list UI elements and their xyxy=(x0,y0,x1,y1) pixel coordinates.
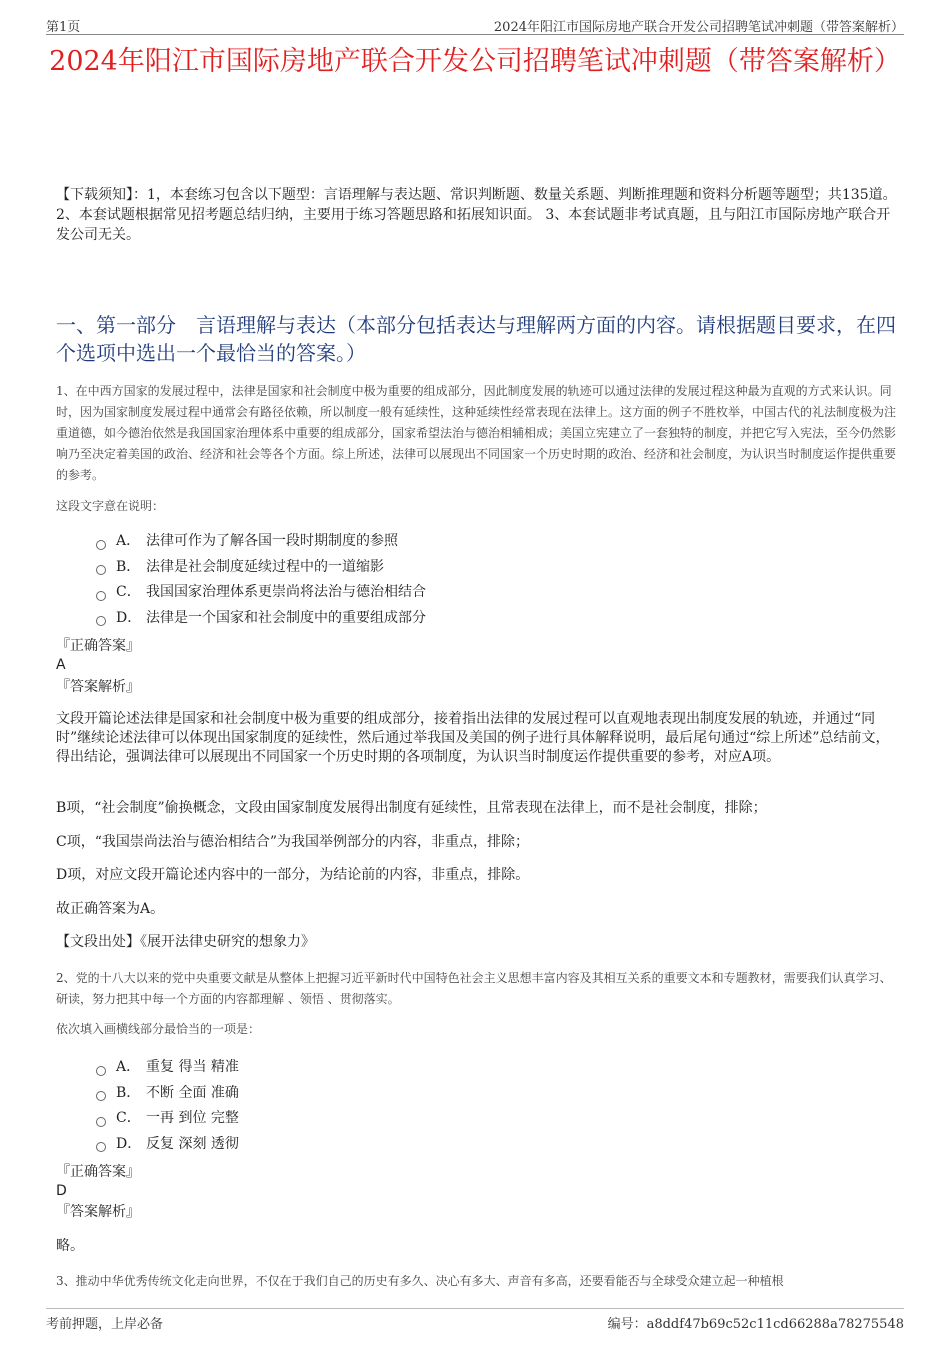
question-2-analysis: 略。 xyxy=(56,1238,84,1254)
option-text: 法律是社会制度延续过程中的一道缩影 xyxy=(146,558,384,575)
option-letter: A． xyxy=(116,533,141,549)
footer-document-id: 编号：a8ddf47b69c52c11cd66288a78275548 xyxy=(607,1317,904,1332)
question-2-stem: 依次填入画横线部分最恰当的一项是： xyxy=(56,1022,261,1036)
radio-icon[interactable] xyxy=(96,1091,106,1101)
radio-icon[interactable] xyxy=(96,1142,106,1152)
question-1-answer-label: 『正确答案』 xyxy=(56,638,140,654)
question-2-option-d[interactable] xyxy=(96,1132,239,1158)
header-divider xyxy=(46,34,904,35)
footer-slogan: 考前押题，上岸必备 xyxy=(46,1317,164,1332)
page-header xyxy=(46,16,904,34)
radio-icon[interactable] xyxy=(96,1066,106,1076)
radio-icon[interactable] xyxy=(96,565,106,575)
option-letter: A． xyxy=(116,1059,141,1075)
footer-divider xyxy=(46,1308,904,1309)
option-text: 重复 得当 精准 xyxy=(146,1059,239,1075)
question-1-text: 1、在中西方国家的发展过程中，法律是国家和社会制度中极为重要的组成部分，因此制度发展的轨迹可以通过法律的发展过程这种最为直观的方式来认识。同时，因为国家制度发展过程中通常会有路径依赖，所以制度一般有延续性，这种延续性经常表现在法律上。这方面的例子不胜枚举，中国古代的礼法制度极为注重道德，如今德治依然是我国国家治理体系中重要的组成部分，国家希望法治与德治相辅相成；美国立宪建立了一套独特的制度，并把它写入宪法，至今仍然影响乃至决定着美国的政治、经济和社会等各个方面。综上所述，法律可以展现出不同国家一个历史时期的政治、经济和社会制度，为认识当时制度运作提供重要的参考。 xyxy=(56,384,897,482)
page-title: 2024年阳江市国际房地产联合开发公司招聘笔试冲刺题（带答案解析） xyxy=(49,46,901,77)
question-1-analysis-label: 『答案解析』 xyxy=(56,679,140,695)
option-letter: B． xyxy=(116,558,141,575)
question-2-text: 2、党的十八大以来的党中央重要文献是从整体上把握习近平新时代中国特色社会主义思想丰富内容及其相互关系的重要文本和专题教材，需要我们认真学习、研读，努力把其中每一个方面的内容都理解 、领悟 、贯彻落实。 xyxy=(56,971,892,1006)
download-notice: 【下载须知】：1，本套练习包含以下题型：言语理解与表达题、常识判断题、数量关系题、判断推理题和资料分析题等题型；共135道。 2、本套试题根据常见招考题总结归纳，主要用于练习答题思路和拓展知识面。 3、本套试题非考试真题，且与阳江市国际房地产联合开发公司无关。 xyxy=(56,187,897,243)
question-1-analysis-p2: B项，“社会制度”偷换概念，文段由国家制度发展得出制度有延续性，且常表现在法律上，而不是社会制度，排除； xyxy=(56,800,767,816)
question-1-analysis-p1: 文段开篇论述法律是国家和社会制度中极为重要的组成部分，接着指出法律的发展过程可以直观地表现出制度发展的轨迹，并通过“同时”继续论述法律可以体现出国家制度的延续性，然后通过举我国及美国的例子进行具体解释说明，最后尾句通过“综上所述”总结前文，得出结论，强调法律可以展现出不同国家一个历史时期的各项制度，为认识当时制度运作提供重要的参考，对应A项。 xyxy=(56,711,890,765)
section-title: 一、第一部分 言语理解与表达（本部分包括表达与理解两方面的内容。请根据题目要求，在四个选项中选出一个最恰当的答案。） xyxy=(56,313,896,365)
question-1-option-d[interactable] xyxy=(96,606,426,632)
question-1-analysis-p3: C项，“我国崇尚法治与德治相结合”为我国举例部分的内容，非重点，排除； xyxy=(56,834,530,850)
option-text: 我国国家治理体系更崇尚将法治与德治相结合 xyxy=(146,584,426,600)
question-2-option-a[interactable] xyxy=(96,1055,239,1081)
option-letter: D． xyxy=(116,1135,142,1152)
header-doc-title: 2024年阳江市国际房地产联合开发公司招聘笔试冲刺题（带答案解析） xyxy=(493,20,904,35)
question-2-options xyxy=(96,1055,239,1157)
option-text: 不断 全面 准确 xyxy=(146,1084,239,1101)
radio-icon[interactable] xyxy=(96,616,106,626)
question-2-answer: D xyxy=(56,1183,67,1199)
option-text: 一再 到位 完整 xyxy=(146,1110,239,1126)
option-letter: D． xyxy=(116,609,142,626)
page-number: 第1页 xyxy=(46,20,81,35)
question-2-option-c[interactable] xyxy=(96,1106,239,1132)
option-text: 法律是一个国家和社会制度中的重要组成部分 xyxy=(146,609,426,626)
question-3-text: 3、推动中华优秀传统文化走向世界，不仅在于我们自己的历史有多久、决心有多大、声音有多高，还要看能否与全球受众建立起一种植根 xyxy=(56,1274,784,1288)
radio-icon[interactable] xyxy=(96,591,106,601)
question-2-option-b[interactable] xyxy=(96,1081,239,1107)
question-1-answer: A xyxy=(56,657,66,673)
radio-icon[interactable] xyxy=(96,1117,106,1127)
question-2-analysis-label: 『答案解析』 xyxy=(56,1204,140,1220)
question-1-option-b[interactable] xyxy=(96,555,426,581)
question-1-option-c[interactable] xyxy=(96,580,426,606)
question-1-options xyxy=(96,529,426,631)
question-1-stem: 这段文字意在说明： xyxy=(56,499,165,513)
option-text: 法律可作为了解各国一段时期制度的参照 xyxy=(146,533,398,549)
option-letter: C． xyxy=(116,584,141,600)
option-letter: C． xyxy=(116,1110,141,1126)
question-1-source: 【文段出处】《展开法律史研究的想象力》 xyxy=(56,934,315,950)
question-1-analysis-p4: D项，对应文段开篇论述内容中的一部分，为结论前的内容，非重点，排除。 xyxy=(56,867,530,883)
question-1-analysis-p5: 故正确答案为A。 xyxy=(56,901,165,917)
question-1-option-a[interactable] xyxy=(96,529,426,555)
question-2-answer-label: 『正确答案』 xyxy=(56,1164,140,1180)
option-letter: B． xyxy=(116,1084,141,1101)
option-text: 反复 深刻 透彻 xyxy=(146,1135,239,1152)
radio-icon[interactable] xyxy=(96,540,106,550)
